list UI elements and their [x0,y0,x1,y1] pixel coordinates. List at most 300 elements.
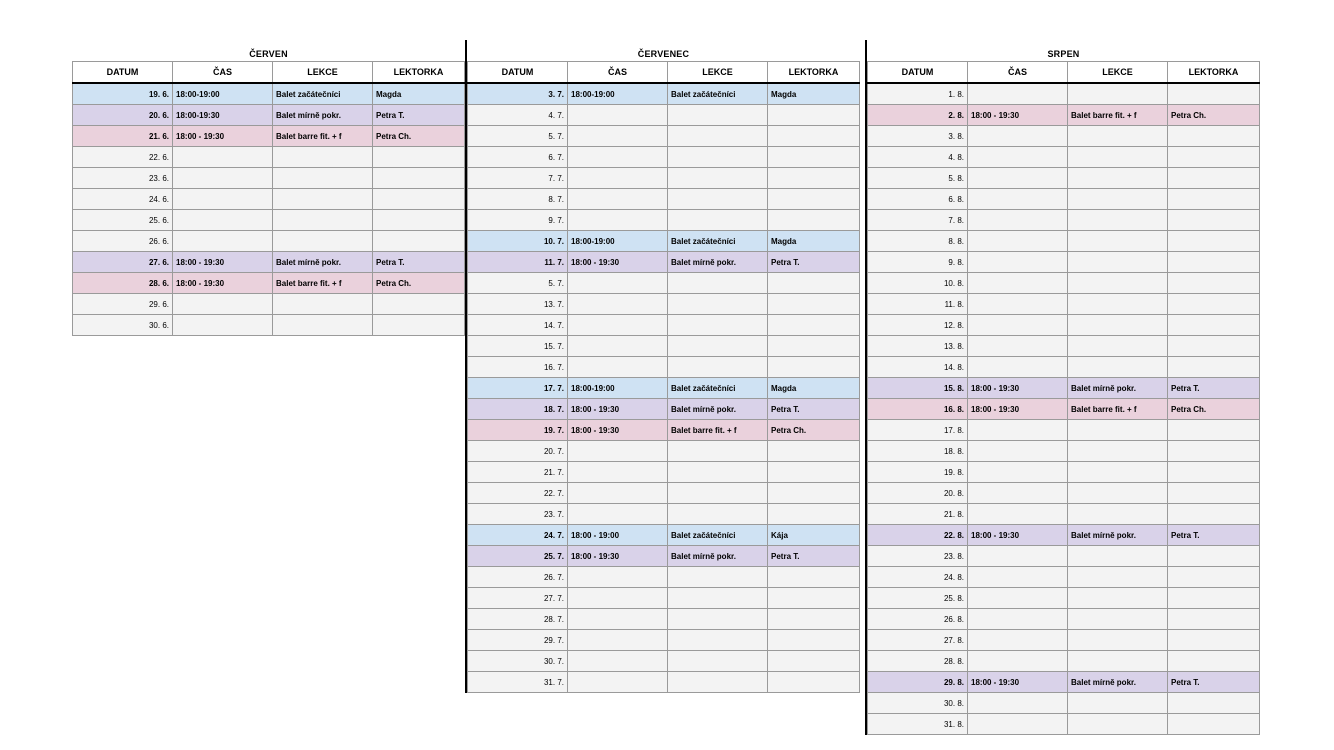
cell-time[interactable]: 18:00 - 19:30 [173,252,273,273]
cell-teacher[interactable] [1168,588,1260,609]
cell-time[interactable] [173,315,273,336]
cell-lesson[interactable]: Balet mírně pokr. [1068,525,1168,546]
cell-time[interactable]: 18:00-19:00 [568,83,668,105]
cell-time[interactable] [568,651,668,672]
cell-teacher[interactable] [1168,483,1260,504]
cell-date[interactable]: 11. 7. [468,252,568,273]
cell-teacher[interactable]: Magda [768,231,860,252]
cell-time[interactable]: 18:00 - 19:30 [568,399,668,420]
cell-lesson[interactable] [273,168,373,189]
cell-teacher[interactable]: Petra T. [1168,525,1260,546]
cell-time[interactable] [968,588,1068,609]
cell-time[interactable]: 18:00 - 19:30 [968,378,1068,399]
cell-time[interactable] [968,630,1068,651]
cell-date[interactable]: 11. 8. [868,294,968,315]
cell-teacher[interactable] [768,336,860,357]
cell-time[interactable] [968,504,1068,525]
cell-teacher[interactable] [768,651,860,672]
cell-date[interactable]: 21. 6. [73,126,173,147]
cell-date[interactable]: 24. 8. [868,567,968,588]
cell-teacher[interactable] [1168,357,1260,378]
cell-lesson[interactable] [668,105,768,126]
cell-lesson[interactable] [1068,588,1168,609]
cell-date[interactable]: 9. 7. [468,210,568,231]
cell-date[interactable]: 1. 8. [868,83,968,105]
cell-date[interactable]: 22. 8. [868,525,968,546]
cell-time[interactable]: 18:00 - 19:30 [568,546,668,567]
cell-date[interactable]: 3. 8. [868,126,968,147]
cell-date[interactable]: 22. 7. [468,483,568,504]
cell-lesson[interactable] [1068,315,1168,336]
cell-date[interactable]: 17. 7. [468,378,568,399]
cell-lesson[interactable] [1068,231,1168,252]
cell-date[interactable]: 13. 7. [468,294,568,315]
cell-date[interactable]: 23. 7. [468,504,568,525]
cell-time[interactable] [173,210,273,231]
cell-time[interactable] [968,315,1068,336]
cell-date[interactable]: 4. 7. [468,105,568,126]
cell-time[interactable] [968,567,1068,588]
cell-date[interactable]: 3. 7. [468,83,568,105]
cell-time[interactable]: 18:00-19:00 [568,231,668,252]
cell-date[interactable]: 18. 8. [868,441,968,462]
cell-lesson[interactable]: Balet barre fit. + f [1068,105,1168,126]
cell-teacher[interactable] [768,210,860,231]
cell-teacher[interactable]: Petra Ch. [373,126,465,147]
cell-teacher[interactable] [1168,546,1260,567]
cell-date[interactable]: 19. 7. [468,420,568,441]
cell-teacher[interactable] [1168,420,1260,441]
cell-teacher[interactable]: Kája [768,525,860,546]
cell-teacher[interactable] [1168,294,1260,315]
cell-time[interactable] [968,252,1068,273]
cell-lesson[interactable]: Balet začátečníci [668,525,768,546]
cell-lesson[interactable] [1068,504,1168,525]
cell-lesson[interactable]: Balet mírně pokr. [1068,672,1168,693]
cell-teacher[interactable] [1168,336,1260,357]
cell-lesson[interactable]: Balet mírně pokr. [273,105,373,126]
cell-teacher[interactable]: Petra T. [373,105,465,126]
cell-teacher[interactable] [1168,231,1260,252]
cell-time[interactable] [968,357,1068,378]
cell-time[interactable]: 18:00 - 19:30 [173,273,273,294]
month-title: ČERVENEC [637,49,690,59]
cell-date[interactable]: 5. 8. [868,168,968,189]
cell-lesson[interactable] [1068,126,1168,147]
cell-teacher[interactable] [768,105,860,126]
cell-time[interactable] [968,609,1068,630]
cell-date[interactable]: 15. 8. [868,378,968,399]
cell-lesson[interactable] [1068,693,1168,714]
cell-time[interactable] [568,336,668,357]
table-row [868,273,1260,294]
cell-time[interactable]: 18:00 - 19:30 [173,126,273,147]
cell-lesson[interactable] [273,147,373,168]
cell-teacher[interactable] [1168,315,1260,336]
cell-teacher[interactable] [373,294,465,315]
cell-time[interactable]: 18:00 - 19:00 [568,525,668,546]
cell-time[interactable] [968,83,1068,105]
cell-teacher[interactable]: Petra Ch. [373,273,465,294]
cell-teacher[interactable] [768,462,860,483]
cell-time[interactable] [968,462,1068,483]
cell-lesson[interactable]: Balet mírně pokr. [273,252,373,273]
cell-date[interactable]: 27. 7. [468,588,568,609]
cell-date[interactable]: 20. 8. [868,483,968,504]
cell-date[interactable]: 23. 6. [73,168,173,189]
cell-date[interactable]: 17. 8. [868,420,968,441]
cell-lesson[interactable] [668,126,768,147]
cell-teacher[interactable] [768,189,860,210]
cell-date[interactable]: 19. 8. [868,462,968,483]
cell-time[interactable] [173,294,273,315]
cell-lesson[interactable] [1068,252,1168,273]
cell-date[interactable]: 25. 8. [868,588,968,609]
cell-time[interactable] [568,504,668,525]
cell-date[interactable]: 8. 8. [868,231,968,252]
cell-date[interactable]: 7. 7. [468,168,568,189]
cell-time[interactable] [568,147,668,168]
cell-date[interactable]: 19. 6. [73,83,173,105]
cell-lesson[interactable] [668,588,768,609]
cell-time[interactable] [568,294,668,315]
cell-teacher[interactable] [768,630,860,651]
cell-date[interactable]: 16. 7. [468,357,568,378]
cell-date[interactable]: 10. 8. [868,273,968,294]
cell-date[interactable]: 22. 6. [73,147,173,168]
cell-date[interactable]: 16. 8. [868,399,968,420]
cell-date[interactable]: 31. 7. [468,672,568,693]
cell-time[interactable] [173,231,273,252]
cell-lesson[interactable]: Balet mírně pokr. [668,399,768,420]
cell-date[interactable]: 2. 8. [868,105,968,126]
cell-teacher[interactable]: Magda [768,83,860,105]
cell-lesson[interactable] [1068,357,1168,378]
cell-date[interactable]: 30. 6. [73,315,173,336]
cell-date[interactable]: 28. 8. [868,651,968,672]
cell-date[interactable]: 5. 7. [468,126,568,147]
cell-lesson[interactable] [1068,168,1168,189]
cell-lesson[interactable]: Balet začátečníci [668,231,768,252]
cell-teacher[interactable] [1168,273,1260,294]
cell-date[interactable]: 14. 7. [468,315,568,336]
cell-date[interactable]: 28. 6. [73,273,173,294]
table-row [468,399,860,420]
cell-time[interactable]: 18:00-19:00 [568,378,668,399]
cell-lesson[interactable]: Balet barre fit. + f [668,420,768,441]
cell-time[interactable] [968,147,1068,168]
cell-time[interactable]: 18:00 - 19:30 [968,399,1068,420]
cell-teacher[interactable] [768,441,860,462]
cell-teacher[interactable]: Petra Ch. [768,420,860,441]
cell-time[interactable] [968,546,1068,567]
header-lekce: LEKCE [1068,62,1168,84]
cell-time[interactable] [968,483,1068,504]
cell-date[interactable]: 6. 8. [868,189,968,210]
cell-time[interactable] [968,231,1068,252]
cell-lesson[interactable] [1068,294,1168,315]
cell-lesson[interactable] [273,189,373,210]
cell-lesson[interactable] [1068,462,1168,483]
cell-date[interactable]: 29. 6. [73,294,173,315]
cell-teacher[interactable]: Petra Ch. [1168,399,1260,420]
cell-teacher[interactable] [373,147,465,168]
cell-time[interactable] [568,567,668,588]
cell-lesson[interactable]: Balet začátečníci [273,83,373,105]
cell-date[interactable]: 25. 6. [73,210,173,231]
cell-date[interactable]: 30. 8. [868,693,968,714]
cell-date[interactable]: 28. 7. [468,609,568,630]
cell-time[interactable] [568,672,668,693]
cell-teacher[interactable] [768,588,860,609]
cell-time[interactable] [568,105,668,126]
cell-time[interactable] [173,189,273,210]
cell-time[interactable]: 18:00 - 19:30 [568,252,668,273]
table-row [73,83,465,105]
cell-date[interactable]: 24. 7. [468,525,568,546]
cell-time[interactable] [968,294,1068,315]
cell-lesson[interactable] [668,483,768,504]
cell-lesson[interactable] [668,189,768,210]
cell-lesson[interactable] [1068,441,1168,462]
cell-date[interactable]: 10. 7. [468,231,568,252]
cell-lesson[interactable] [668,651,768,672]
cell-teacher[interactable] [1168,189,1260,210]
cell-time[interactable] [173,147,273,168]
cell-lesson[interactable] [1068,83,1168,105]
cell-date[interactable]: 8. 7. [468,189,568,210]
cell-teacher[interactable] [1168,147,1260,168]
cell-lesson[interactable] [273,315,373,336]
cell-time[interactable] [568,588,668,609]
cell-lesson[interactable] [1068,630,1168,651]
cell-date[interactable]: 29. 7. [468,630,568,651]
cell-teacher[interactable]: Magda [373,83,465,105]
cell-teacher[interactable] [1168,441,1260,462]
cell-lesson[interactable] [668,672,768,693]
cell-lesson[interactable]: Balet mírně pokr. [668,252,768,273]
cell-date[interactable]: 25. 7. [468,546,568,567]
cell-lesson[interactable] [1068,651,1168,672]
cell-teacher[interactable] [1168,252,1260,273]
cell-time[interactable] [968,336,1068,357]
cell-date[interactable]: 4. 8. [868,147,968,168]
cell-date[interactable]: 23. 8. [868,546,968,567]
cell-date[interactable]: 20. 7. [468,441,568,462]
cell-date[interactable]: 5. 7. [468,273,568,294]
cell-time[interactable] [568,126,668,147]
cell-time[interactable] [568,168,668,189]
cell-teacher[interactable] [1168,651,1260,672]
cell-date[interactable]: 26. 6. [73,231,173,252]
cell-teacher[interactable] [373,315,465,336]
cell-time[interactable] [968,168,1068,189]
cell-lesson[interactable]: Balet barre fit. + f [273,273,373,294]
cell-date[interactable]: 14. 8. [868,357,968,378]
cell-date[interactable]: 12. 8. [868,315,968,336]
cell-lesson[interactable] [1068,189,1168,210]
cell-lesson[interactable] [668,357,768,378]
cell-teacher[interactable] [1168,714,1260,735]
cell-lesson[interactable]: Balet barre fit. + f [1068,399,1168,420]
cell-lesson[interactable] [1068,609,1168,630]
cell-lesson[interactable] [1068,714,1168,735]
cell-teacher[interactable] [1168,609,1260,630]
cell-teacher[interactable] [768,483,860,504]
cell-lesson[interactable] [668,294,768,315]
table-row [868,105,1260,126]
cell-teacher[interactable]: Petra T. [768,546,860,567]
cell-teacher[interactable]: Petra Ch. [1168,105,1260,126]
cell-time[interactable] [568,273,668,294]
cell-time[interactable]: 18:00 - 19:30 [568,420,668,441]
cell-lesson[interactable] [1068,336,1168,357]
cell-lesson[interactable]: Balet začátečníci [668,83,768,105]
cell-lesson[interactable] [668,315,768,336]
cell-time[interactable] [968,693,1068,714]
cell-date[interactable]: 26. 8. [868,609,968,630]
cell-date[interactable]: 15. 7. [468,336,568,357]
cell-lesson[interactable] [668,273,768,294]
cell-date[interactable]: 31. 8. [868,714,968,735]
cell-teacher[interactable]: Petra T. [1168,378,1260,399]
cell-teacher[interactable] [768,609,860,630]
cell-teacher[interactable]: Petra T. [768,252,860,273]
cell-lesson[interactable] [1068,546,1168,567]
cell-teacher[interactable] [1168,210,1260,231]
cell-time[interactable] [568,357,668,378]
cell-time[interactable] [968,651,1068,672]
cell-teacher[interactable] [1168,630,1260,651]
cell-lesson[interactable] [1068,420,1168,441]
cell-lesson[interactable] [1068,273,1168,294]
cell-lesson[interactable] [1068,483,1168,504]
cell-teacher[interactable] [768,273,860,294]
cell-date[interactable]: 13. 8. [868,336,968,357]
cell-date[interactable]: 24. 6. [73,189,173,210]
cell-teacher[interactable] [1168,83,1260,105]
cell-teacher[interactable]: Petra T. [1168,672,1260,693]
cell-lesson[interactable]: Balet mírně pokr. [1068,378,1168,399]
cell-teacher[interactable]: Petra T. [768,399,860,420]
cell-lesson[interactable] [1068,147,1168,168]
cell-time[interactable] [568,462,668,483]
cell-time[interactable] [968,273,1068,294]
cell-lesson[interactable] [668,630,768,651]
cell-teacher[interactable] [1168,168,1260,189]
cell-lesson[interactable]: Balet mírně pokr. [668,546,768,567]
cell-time[interactable] [568,315,668,336]
cell-teacher[interactable] [1168,567,1260,588]
table-row [868,357,1260,378]
cell-lesson[interactable] [1068,210,1168,231]
cell-teacher[interactable] [373,168,465,189]
cell-time[interactable] [568,609,668,630]
cell-teacher[interactable] [768,126,860,147]
cell-lesson[interactable] [668,609,768,630]
cell-date[interactable]: 29. 8. [868,672,968,693]
cell-time[interactable]: 18:00 - 19:30 [968,105,1068,126]
cell-lesson[interactable]: Balet barre fit. + f [273,126,373,147]
cell-time[interactable]: 18:00 - 19:30 [968,672,1068,693]
cell-lesson[interactable] [1068,567,1168,588]
cell-date[interactable]: 6. 7. [468,147,568,168]
cell-lesson[interactable] [273,294,373,315]
cell-time[interactable] [968,420,1068,441]
header-lektorka: LEKTORKA [1168,62,1260,84]
cell-date[interactable]: 30. 7. [468,651,568,672]
cell-lesson[interactable] [273,210,373,231]
month-title: ČERVEN [249,49,288,59]
cell-lesson[interactable] [668,462,768,483]
table-row [868,714,1260,735]
cell-teacher[interactable]: Magda [768,378,860,399]
cell-teacher[interactable] [373,189,465,210]
cell-teacher[interactable] [768,294,860,315]
cell-lesson[interactable] [668,168,768,189]
cell-teacher[interactable] [768,315,860,336]
cell-teacher[interactable] [768,168,860,189]
cell-time[interactable] [568,189,668,210]
cell-teacher[interactable] [1168,462,1260,483]
cell-time[interactable] [568,441,668,462]
cell-time[interactable] [968,714,1068,735]
cell-lesson[interactable] [668,210,768,231]
cell-teacher[interactable] [768,567,860,588]
cell-lesson[interactable]: Balet začátečníci [668,378,768,399]
cell-teacher[interactable] [1168,693,1260,714]
cell-date[interactable]: 9. 8. [868,252,968,273]
cell-time[interactable] [173,168,273,189]
cell-teacher[interactable] [373,210,465,231]
cell-date[interactable]: 27. 6. [73,252,173,273]
cell-date[interactable]: 20. 6. [73,105,173,126]
cell-time[interactable]: 18:00-19:00 [173,83,273,105]
cell-time[interactable] [968,210,1068,231]
cell-date[interactable]: 7. 8. [868,210,968,231]
cell-teacher[interactable] [373,231,465,252]
cell-time[interactable] [568,210,668,231]
cell-teacher[interactable] [768,357,860,378]
cell-teacher[interactable] [768,672,860,693]
cell-time[interactable] [968,126,1068,147]
cell-lesson[interactable] [668,567,768,588]
cell-lesson[interactable] [668,441,768,462]
cell-time[interactable] [968,441,1068,462]
table-row [73,147,465,168]
cell-lesson[interactable] [273,231,373,252]
cell-lesson[interactable] [668,504,768,525]
cell-date[interactable]: 21. 7. [468,462,568,483]
cell-date[interactable]: 18. 7. [468,399,568,420]
cell-teacher[interactable] [768,504,860,525]
cell-lesson[interactable] [668,147,768,168]
cell-teacher[interactable]: Petra T. [373,252,465,273]
header-lektorka: LEKTORKA [373,62,465,84]
cell-teacher[interactable] [1168,504,1260,525]
cell-date[interactable]: 21. 8. [868,504,968,525]
cell-date[interactable]: 27. 8. [868,630,968,651]
cell-lesson[interactable] [668,336,768,357]
cell-time[interactable] [968,189,1068,210]
cell-time[interactable]: 18:00 - 19:30 [968,525,1068,546]
cell-time[interactable]: 18:00-19:30 [173,105,273,126]
cell-teacher[interactable] [1168,126,1260,147]
cell-time[interactable] [568,630,668,651]
cell-time[interactable] [568,483,668,504]
cell-teacher[interactable] [768,147,860,168]
cell-date[interactable]: 26. 7. [468,567,568,588]
